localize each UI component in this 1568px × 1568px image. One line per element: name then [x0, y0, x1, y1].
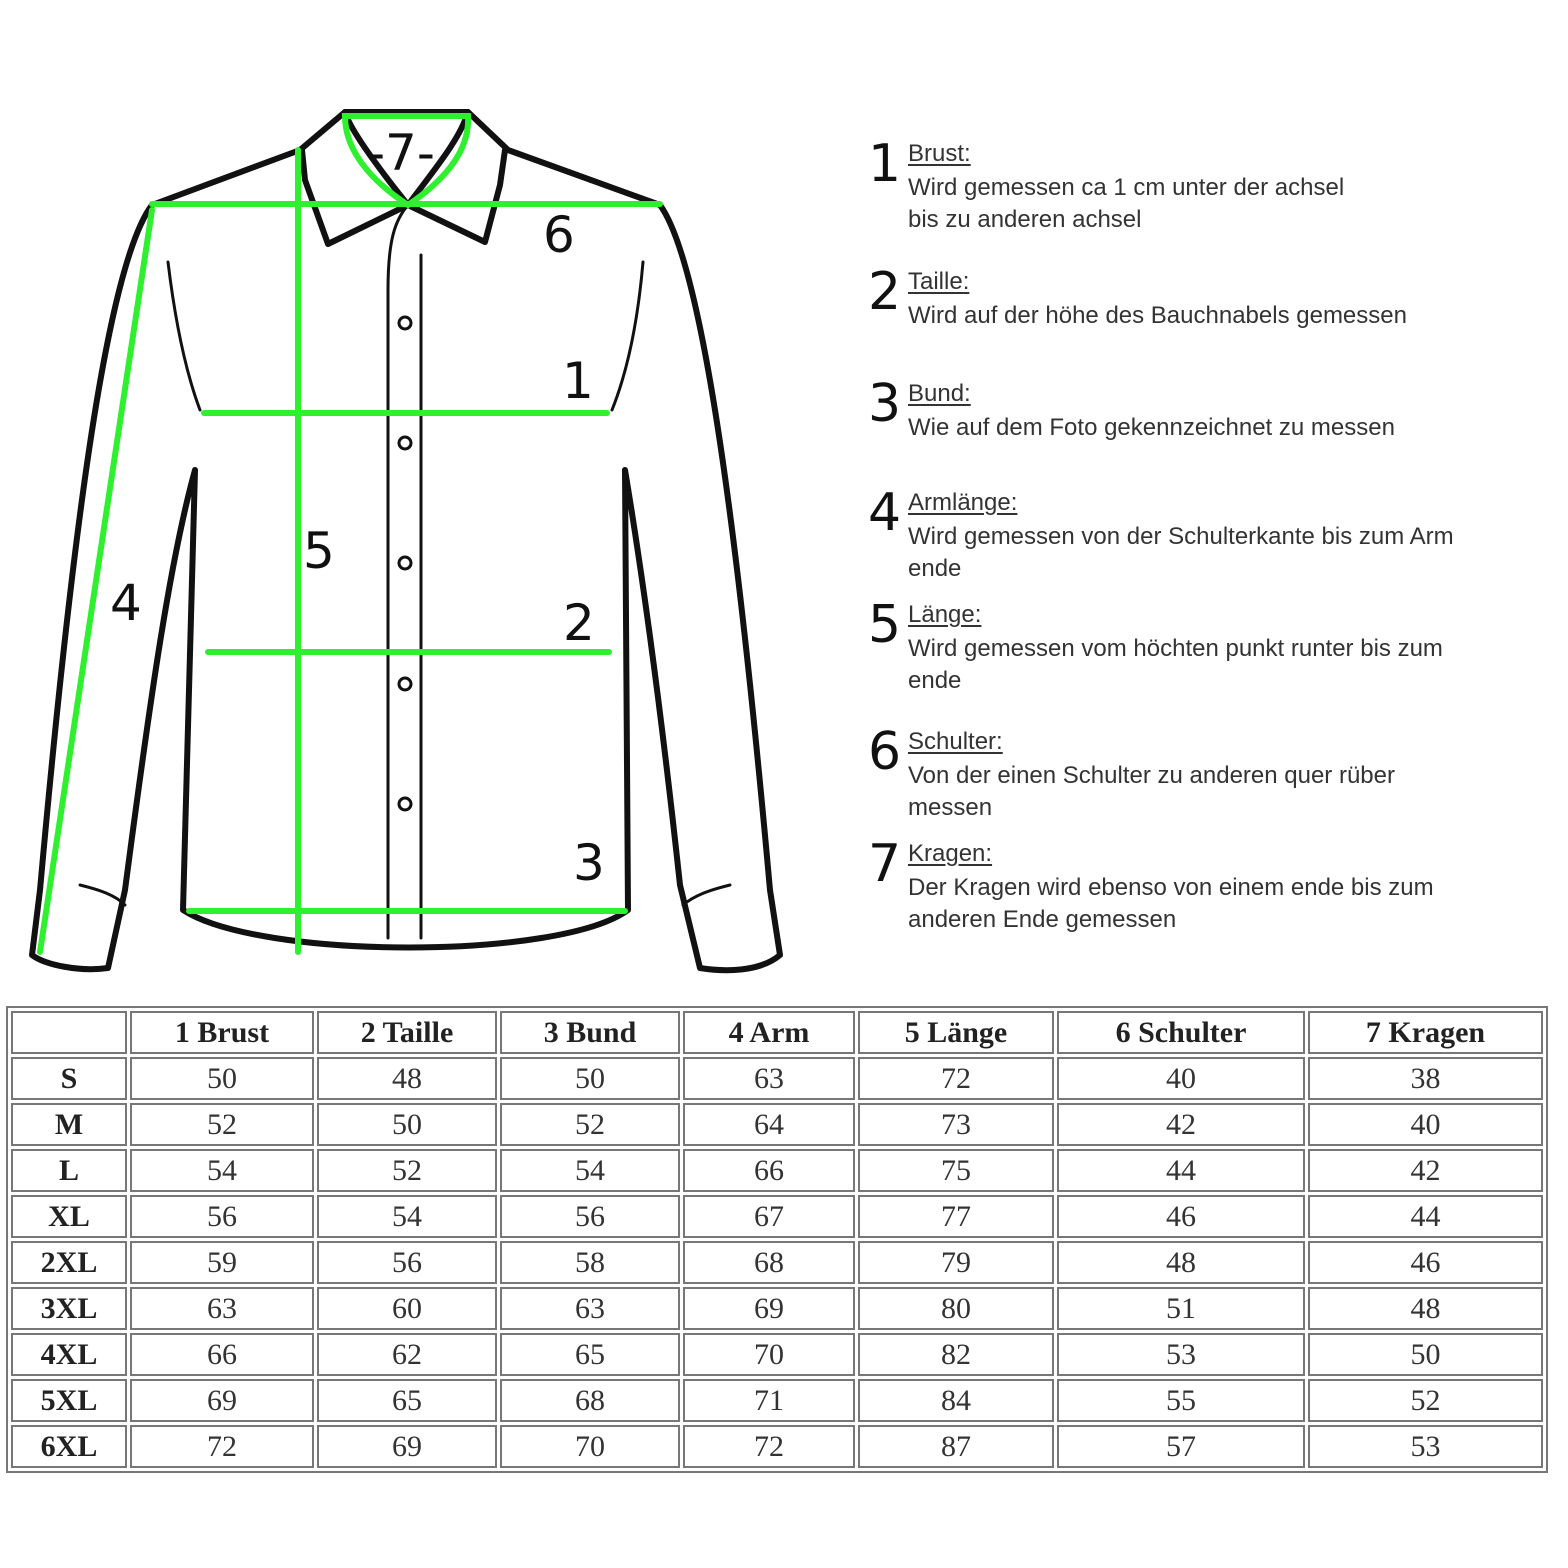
table-cell: 50	[130, 1057, 314, 1100]
table-cell: 55	[1057, 1379, 1305, 1422]
legend-description: Wie auf dem Foto gekennzeichnet zu messen	[908, 414, 1395, 441]
table-cell: 65	[317, 1379, 497, 1422]
table-cell: 59	[130, 1241, 314, 1284]
column-header	[11, 1011, 127, 1054]
table-cell: 57	[1057, 1425, 1305, 1468]
table-row	[11, 1333, 1543, 1376]
table-cell: 52	[317, 1149, 497, 1192]
table-cell: 80	[858, 1287, 1054, 1330]
size-label: 5XL	[11, 1379, 127, 1422]
size-label: XL	[11, 1195, 127, 1238]
table-cell: 84	[858, 1379, 1054, 1422]
table-cell: 53	[1308, 1425, 1543, 1468]
table-cell: 60	[317, 1287, 497, 1330]
table-cell: 75	[858, 1149, 1054, 1192]
table-cell: 38	[1308, 1057, 1543, 1100]
column-header: 1 Brust	[130, 1011, 314, 1054]
legend-description: Von der einen Schulter zu anderen quer rüber messen	[908, 762, 1395, 821]
table-cell: 71	[683, 1379, 855, 1422]
table-cell: 62	[317, 1333, 497, 1376]
legend-title: Bund:	[908, 380, 971, 407]
table-cell: 40	[1057, 1057, 1305, 1100]
table-cell: 77	[858, 1195, 1054, 1238]
table-cell: 46	[1057, 1195, 1305, 1238]
table-cell: 70	[500, 1425, 680, 1468]
table-cell: 67	[683, 1195, 855, 1238]
table-cell: 53	[1057, 1333, 1305, 1376]
marker-waist: 2	[563, 594, 595, 652]
legend-description: Wird gemessen ca 1 cm unter der achsel bis zu anderen achsel	[908, 174, 1345, 233]
legend-title: Armlänge:	[908, 489, 1018, 516]
legend-number: 3	[868, 374, 902, 434]
table-cell: 50	[317, 1103, 497, 1146]
table-cell: 87	[858, 1425, 1054, 1468]
table-row	[11, 1103, 1543, 1146]
size-label: S	[11, 1057, 127, 1100]
table-row	[11, 1287, 1543, 1330]
table-cell: 52	[500, 1103, 680, 1146]
marker-length: 5	[303, 522, 335, 580]
table-cell: 40	[1308, 1103, 1543, 1146]
legend-description: Der Kragen wird ebenso von einem ende bis zum anderen Ende gemessen	[908, 874, 1434, 933]
size-table	[6, 1006, 1548, 1473]
table-cell: 68	[683, 1241, 855, 1284]
table-cell: 69	[130, 1379, 314, 1422]
table-cell: 66	[683, 1149, 855, 1192]
marker-arm: 4	[110, 574, 142, 632]
sleeve-seam-left	[168, 262, 200, 410]
legend-title: Brust:	[908, 140, 971, 167]
marker-collar: -7-	[367, 124, 435, 182]
table-cell: 70	[683, 1333, 855, 1376]
table-cell: 79	[858, 1241, 1054, 1284]
table-row	[11, 1057, 1543, 1100]
table-cell: 48	[1308, 1287, 1543, 1330]
legend-title: Länge:	[908, 601, 982, 628]
column-header: 4 Arm	[683, 1011, 855, 1054]
size-label: 6XL	[11, 1425, 127, 1468]
table-cell: 52	[130, 1103, 314, 1146]
placket-left	[388, 205, 408, 938]
legend-title: Taille:	[908, 268, 970, 295]
button	[399, 317, 411, 329]
size-label: 2XL	[11, 1241, 127, 1284]
size-label: 3XL	[11, 1287, 127, 1330]
shirt-diagram	[0, 90, 820, 990]
size-table-body	[11, 1057, 1543, 1468]
legend-number: 2	[868, 262, 902, 322]
marker-shoulder: 6	[543, 206, 575, 264]
table-cell: 44	[1057, 1149, 1305, 1192]
legend-number: 5	[868, 595, 902, 655]
table-row	[11, 1149, 1543, 1192]
table-header-row	[11, 1011, 1543, 1054]
column-header: 6 Schulter	[1057, 1011, 1305, 1054]
table-row	[11, 1195, 1543, 1238]
table-cell: 58	[500, 1241, 680, 1284]
table-row	[11, 1425, 1543, 1468]
marker-hem: 3	[573, 834, 605, 892]
table-cell: 56	[500, 1195, 680, 1238]
table-cell: 51	[1057, 1287, 1305, 1330]
legend-number: 4	[868, 483, 902, 543]
shirt-outline	[32, 112, 780, 970]
table-cell: 63	[683, 1057, 855, 1100]
button	[399, 437, 411, 449]
table-cell: 82	[858, 1333, 1054, 1376]
table-cell: 73	[858, 1103, 1054, 1146]
column-header: 2 Taille	[317, 1011, 497, 1054]
button	[399, 678, 411, 690]
table-cell: 65	[500, 1333, 680, 1376]
table-cell: 64	[683, 1103, 855, 1146]
table-cell: 54	[130, 1149, 314, 1192]
column-header: 7 Kragen	[1308, 1011, 1543, 1054]
legend-number: 1	[868, 134, 902, 194]
legend-number: 6	[868, 722, 902, 782]
legend-description: Wird gemessen von der Schulterkante bis zum Arm ende	[908, 523, 1454, 582]
table-cell: 44	[1308, 1195, 1543, 1238]
button	[399, 798, 411, 810]
marker-chest: 1	[562, 352, 594, 410]
legend-number: 7	[868, 834, 902, 894]
table-cell: 69	[317, 1425, 497, 1468]
size-label: M	[11, 1103, 127, 1146]
cuff-left	[80, 885, 125, 905]
table-cell: 63	[500, 1287, 680, 1330]
table-row	[11, 1379, 1543, 1422]
column-header: 5 Länge	[858, 1011, 1054, 1054]
table-cell: 56	[130, 1195, 314, 1238]
table-cell: 68	[500, 1379, 680, 1422]
size-label: 4XL	[11, 1333, 127, 1376]
table-cell: 52	[1308, 1379, 1543, 1422]
legend-title: Schulter:	[908, 728, 1003, 755]
table-row	[11, 1241, 1543, 1284]
table-cell: 56	[317, 1241, 497, 1284]
legend-description: Wird auf der höhe des Bauchnabels gemessen	[908, 302, 1407, 329]
cuff-right	[683, 885, 730, 905]
table-cell: 54	[500, 1149, 680, 1192]
table-cell: 69	[683, 1287, 855, 1330]
table-cell: 54	[317, 1195, 497, 1238]
table-cell: 50	[500, 1057, 680, 1100]
table-cell: 50	[1308, 1333, 1543, 1376]
size-label: L	[11, 1149, 127, 1192]
table-cell: 48	[317, 1057, 497, 1100]
column-header: 3 Bund	[500, 1011, 680, 1054]
table-cell: 63	[130, 1287, 314, 1330]
table-cell: 48	[1057, 1241, 1305, 1284]
sleeve-seam-right	[612, 262, 643, 410]
button	[399, 557, 411, 569]
table-cell: 72	[683, 1425, 855, 1468]
legend-description: Wird gemessen vom höchten punkt runter bis zum ende	[908, 635, 1443, 694]
table-cell: 42	[1308, 1149, 1543, 1192]
table-cell: 42	[1057, 1103, 1305, 1146]
legend-title: Kragen:	[908, 840, 993, 867]
table-cell: 66	[130, 1333, 314, 1376]
table-cell: 72	[858, 1057, 1054, 1100]
table-cell: 46	[1308, 1241, 1543, 1284]
table-cell: 72	[130, 1425, 314, 1468]
